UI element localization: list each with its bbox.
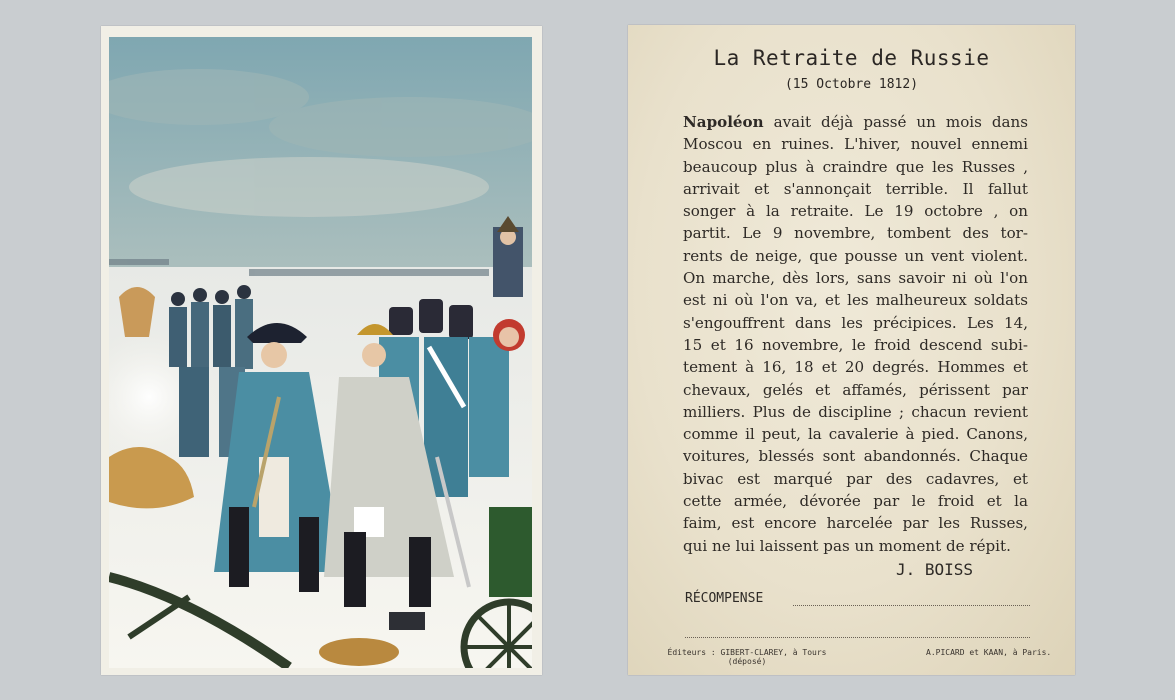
text-line: cette armée, dévorée par le froid et la [683, 492, 1028, 511]
text-line: milliers. Plus de discipline ; chacun revient [683, 402, 1028, 421]
publisher-left-line1: Éditeurs : GIBERT-CLAREY, à Tours [667, 648, 827, 657]
dropped-hat [389, 612, 425, 630]
publisher-left [652, 648, 842, 666]
text-line: qui ne lui laissent pas un moment de répit. [683, 536, 1011, 555]
text-line: voitures, blessés sont abandonnés. Chaque [683, 447, 1028, 466]
front-card [101, 26, 542, 675]
card-title: La Retraite de Russie [713, 46, 990, 70]
text-line: Moscou en ruines. L'hiver, nouvel ennemi [683, 135, 1028, 154]
card-date: (15 Octobre 1812) [784, 77, 919, 92]
text-line: comme il peut, la cavalerie à pied. Canons, [683, 425, 1028, 444]
text-line: rents de neige, que pousse un vent violent. [683, 246, 1028, 265]
text-line: s'engouffrent dans les précipices. Les 14, [683, 313, 1028, 332]
text-line: songer à la retraite. Le 19 octobre , on [683, 202, 1028, 221]
text-line: 15 et 16 novembre, le froid descend subi- [683, 335, 1028, 354]
text-line: partit. Le 9 novembre, tombent des tor- [683, 224, 1028, 243]
text-line: est ni où l'on va, et les malheureux soldats [683, 291, 1028, 310]
first-line-rest: avait déjà passé un mois dans [763, 113, 1028, 131]
back-card [628, 25, 1075, 675]
reward-row [685, 591, 1030, 611]
text-line: beaucoup plus à craindre que les Russes , [683, 157, 1028, 176]
text-line: faim, est encore harcelée par les Russes, [683, 514, 1028, 533]
text-line: bivac est marqué par des cadavres, et [683, 469, 1028, 488]
barrel [319, 638, 399, 666]
cart [489, 507, 532, 597]
text-line: arrivait et s'annonçait terrible. Il fallut [683, 179, 1028, 198]
reward-label: RÉCOMPENSE [685, 591, 764, 606]
first-word: Napoléon [683, 113, 764, 131]
text-line: chevaux, gelés et affamés, périssent par [683, 380, 1028, 399]
text-line: tement à 16, 18 et 20 degrés. Hommes et [683, 358, 1028, 377]
signature: J. BOISS [896, 560, 974, 579]
retreat-illustration [109, 37, 532, 668]
publisher-right: A.PICARD et KAAN, à Paris. [926, 648, 1052, 657]
story-text [683, 111, 1028, 557]
publisher-left-line2: (déposé) [727, 657, 767, 666]
text-line [683, 111, 1028, 133]
reward-dotted-line [793, 605, 1030, 606]
reward-dotted-line-2 [685, 637, 1030, 638]
text-line: On marche, dès lors, sans savoir ni où l'on [683, 269, 1028, 288]
